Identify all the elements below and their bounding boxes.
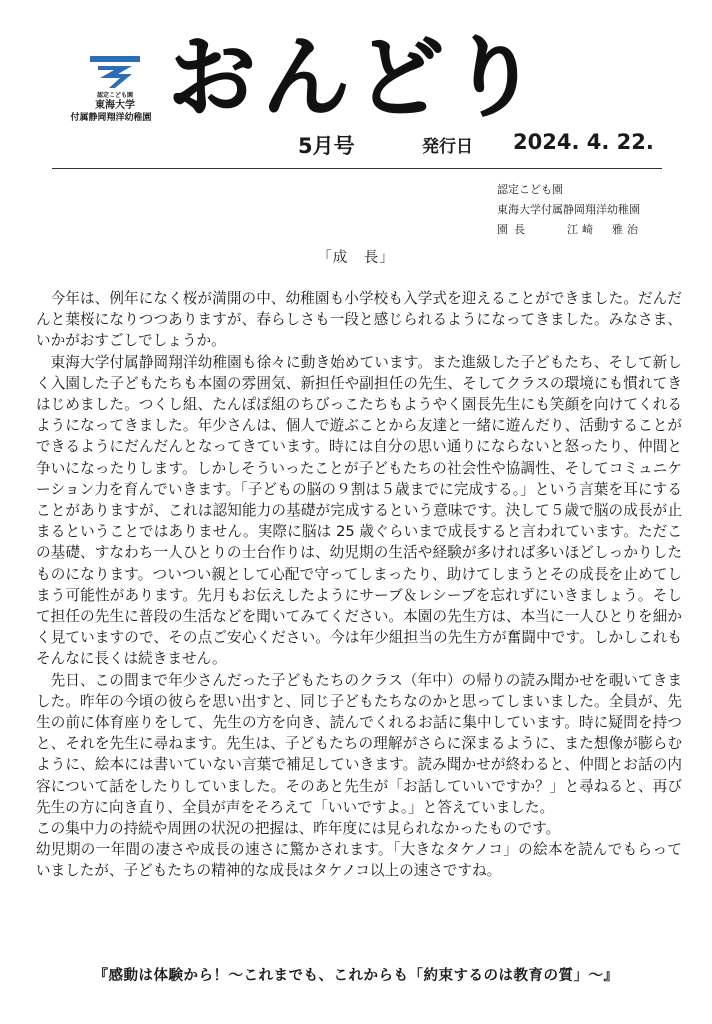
logo-category: 認定こども園 xyxy=(96,92,133,99)
logo-university: 東海大学 xyxy=(95,100,135,111)
article-paragraph: 東海大学付属静岡翔洋幼稚園も徐々に動き始めています。また進級した子どもたち、そして新しく入園した子どもたちも本園の雰囲気、新担任や副担任の先生、そしてクラスの環境にも慣れてきはじめました。つくし組、たんぽぽ組のちびっこたちもようやく園長先生にも笑顔を向けてくれるようになってきました。年少さんは、個人で遊ぶことから友達と一緒に遊んだり、活動することができるようにだんだんとなってきています。時には自分の思い通りにならないと怒ったり、仲間と争いになったりします。しかしそういったことが子どもたちの社会性や協調性、そしてコミュニケーション力を育んでいきます。「子どもの脳の９割は５歳までに完成する。」という言葉を耳にすることがありますが、これは認知能力の基礎が完成するという意味です。決して５歳で脳の成長が止まるということではありません。実際に脳は 25 歳ぐらいまで成長すると言われています。ただこの基礎、すなわち一人ひとりの士台作りは、幼児期の生活や経験が多ければ多いほどしっかりしたものになります。ついつい親として心配で守ってしまったり、助けてしまうとその成長を止めてしまう可能性があります。先月もお伝えしたようにサーブ＆レシーブを忘れずにいきましょう。そして担任の先生に普段の生活などを聞いてみてください。本園の先生方は、本当に一人ひとりを細かく見ていますので、その点ご安心ください。今は年少組担当の先生方が奮闘中です。しかしこれもそんなに長くは続きません。 xyxy=(36,353,682,668)
article-paragraph: 今年は、例年になく桜が満開の中、幼稚園も小学校も入学式を迎えることができました。だんだんと葉桜になりつつありますが、春らしさも一段と感じられるようになってきました。みなさま、いかがおすごしでしょうか。 xyxy=(36,290,682,350)
school-emblem-icon xyxy=(88,54,142,90)
issue-date: 2024. 4. 22. xyxy=(513,130,654,154)
header-divider xyxy=(52,168,662,169)
issue-month: 5月号 xyxy=(298,134,355,158)
article-paragraph: この集中力の持続や周囲の状況の把握は、昨年度には見られなかったものです。 xyxy=(36,820,561,838)
principal-line xyxy=(497,220,642,240)
school-logo xyxy=(60,54,170,124)
sender-line-1: 認定こども園 xyxy=(497,183,563,196)
issue-info xyxy=(250,130,670,160)
principal-role: 園長 xyxy=(497,223,531,236)
logo-school-name: 付属静岡翔洋幼稚園 xyxy=(70,113,152,123)
article-paragraph: 幼児期の一年間の凄さや成長の速さに驚かされます。「大きなタケノコ」の絵本を読んでもらっていましたが、子どもたちの精神的な成長はタケノコ以上の速さですね。 xyxy=(36,841,682,880)
article-body xyxy=(36,288,682,882)
article-paragraph: 先日、この間まで年少さんだった子どもたちのクラス（年中）の帰りの読み聞かせを覗いてきました。昨年の今頃の彼らを思い出すと、同じ子どもたちなのかと思ってしまいました。全員が、先生の前に体育座りをして、先生の方を向き、読んでくれるお話に集中しています。時に疑問を持つと、それを先生に尋ねます。先生は、子どもたちの理解がさらに深まるように、また想像が膨らむように、絵本には書いていない言葉で補足していきます。読み聞かせが終わると、仲間とお話の内容について話をしたりしていました。そのあと先生が「お話していいですか？」と尋ねると、再び先生の方に向き直り、全員が声をそろえて「いいですよ。」と答えていました。 xyxy=(36,671,682,816)
issue-date-label: 発行日 xyxy=(422,137,473,157)
principal-name: 江崎 雅治 xyxy=(567,223,642,236)
sender-line-2: 東海大学付属静岡翔洋幼稚園 xyxy=(497,203,640,216)
article-title: 「成 長」 xyxy=(317,250,395,266)
newsletter-title: おんどり xyxy=(168,26,545,129)
closing-motto: 『感動は体験から！～これまでも、これからも「約束するのは教育の質」～』 xyxy=(93,968,619,984)
sender-block xyxy=(497,180,642,240)
